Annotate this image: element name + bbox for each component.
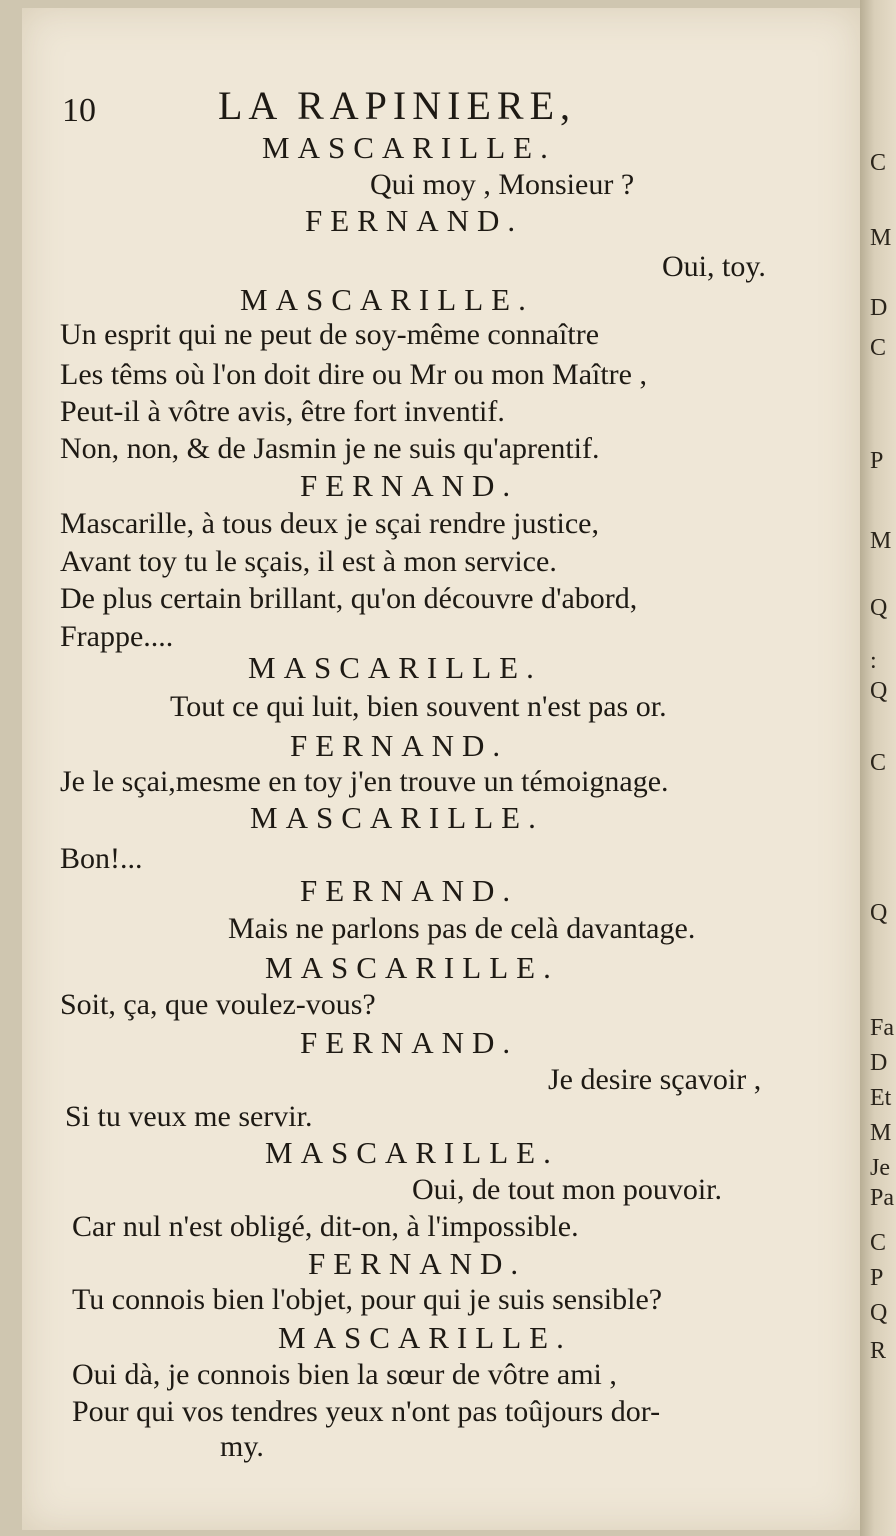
running-title: LA RAPINIERE, (218, 83, 576, 128)
verse-line: Avant toy tu le sçais, il est à mon service. (60, 545, 557, 578)
verse-line: Pour qui vos tendres yeux n'ont pas toûjours dor- (72, 1395, 661, 1428)
verse-line: Soit, ça, que voulez-vous? (60, 988, 376, 1021)
speaker-name: MASCARILLE. (248, 650, 542, 685)
speaker-name: FERNAND. (300, 468, 519, 503)
verse-line: Mascarille, à tous deux je sçai rendre justice, (60, 507, 599, 540)
facing-page-letter: M (870, 225, 892, 251)
facing-page-letter: C (870, 750, 887, 776)
verse-line: Si tu veux me servir. (65, 1100, 313, 1133)
verse-line: Les têms où l'on doit dire ou Mr ou mon Maître , (60, 358, 647, 391)
facing-page-letter: C (870, 1230, 887, 1256)
speaker-name: FERNAND. (300, 1025, 519, 1060)
facing-page-letter: Je (870, 1155, 890, 1181)
facing-page-letter: : (870, 648, 877, 674)
verse-line: my. (220, 1430, 264, 1463)
speaker-name: MASCARILLE. (262, 130, 556, 165)
verse-line: Mais ne parlons pas de celà davantage. (228, 912, 696, 945)
facing-page-letter: Q (870, 595, 888, 621)
verse-line: Je desire sçavoir , (548, 1063, 762, 1096)
verse-line: Oui dà, je connois bien la sœur de vôtre ami , (72, 1358, 617, 1391)
verse-line: De plus certain brillant, qu'on découvre d'abord, (60, 582, 638, 615)
facing-page-letter: Et (870, 1085, 892, 1111)
facing-page-letter: C (870, 335, 887, 361)
facing-page-letter: Q (870, 1300, 888, 1326)
verse-line: Frappe.... (60, 620, 174, 653)
facing-page-letter: D (870, 295, 888, 321)
verse-line: Non, non, & de Jasmin je ne suis qu'aprentif. (60, 432, 600, 465)
speaker-name: FERNAND. (300, 873, 519, 908)
page-number: 10 (62, 92, 96, 129)
facing-page-letter: R (870, 1338, 887, 1364)
verse-line: Bon!... (60, 842, 143, 875)
verse-line: Tu connois bien l'objet, pour qui je suis sensible? (72, 1283, 663, 1316)
speaker-name: MASCARILLE. (265, 950, 559, 985)
facing-page-letter: M (870, 1120, 892, 1146)
verse-line: Qui moy , Monsieur ? (370, 168, 635, 201)
verse-line: Car nul n'est obligé, dit-on, à l'impossible. (72, 1210, 579, 1243)
verse-line: Je le sçai,mesme en toy j'en trouve un témoignage. (60, 765, 669, 798)
facing-page-letter: M (870, 528, 892, 554)
facing-page-letter: Pa (870, 1185, 894, 1211)
speaker-name: MASCARILLE. (265, 1135, 559, 1170)
facing-page-letter: P (870, 1265, 884, 1291)
verse-line: Oui, toy. (662, 250, 766, 283)
facing-page-letter: Fa (870, 1015, 894, 1041)
speaker-name: MASCARILLE. (240, 282, 534, 317)
speaker-name: FERNAND. (308, 1246, 527, 1281)
speaker-name: MASCARILLE. (250, 800, 544, 835)
speaker-name: FERNAND. (305, 203, 524, 238)
facing-page-letter: P (870, 448, 884, 474)
verse-line: Oui, de tout mon pouvoir. (412, 1173, 722, 1206)
verse-line: Tout ce qui luit, bien souvent n'est pas or. (170, 690, 667, 723)
facing-page-letter: Q (870, 900, 888, 926)
verse-line: Peut-il à vôtre avis, être fort inventif. (60, 395, 505, 428)
speaker-name: MASCARILLE. (278, 1320, 572, 1355)
speaker-name: FERNAND. (290, 728, 509, 763)
facing-page-letter: D (870, 1050, 888, 1076)
facing-page-letter: C (870, 150, 887, 176)
verse-line: Un esprit qui ne peut de soy-même connaître (60, 318, 600, 351)
facing-page-letter: Q (870, 678, 888, 704)
